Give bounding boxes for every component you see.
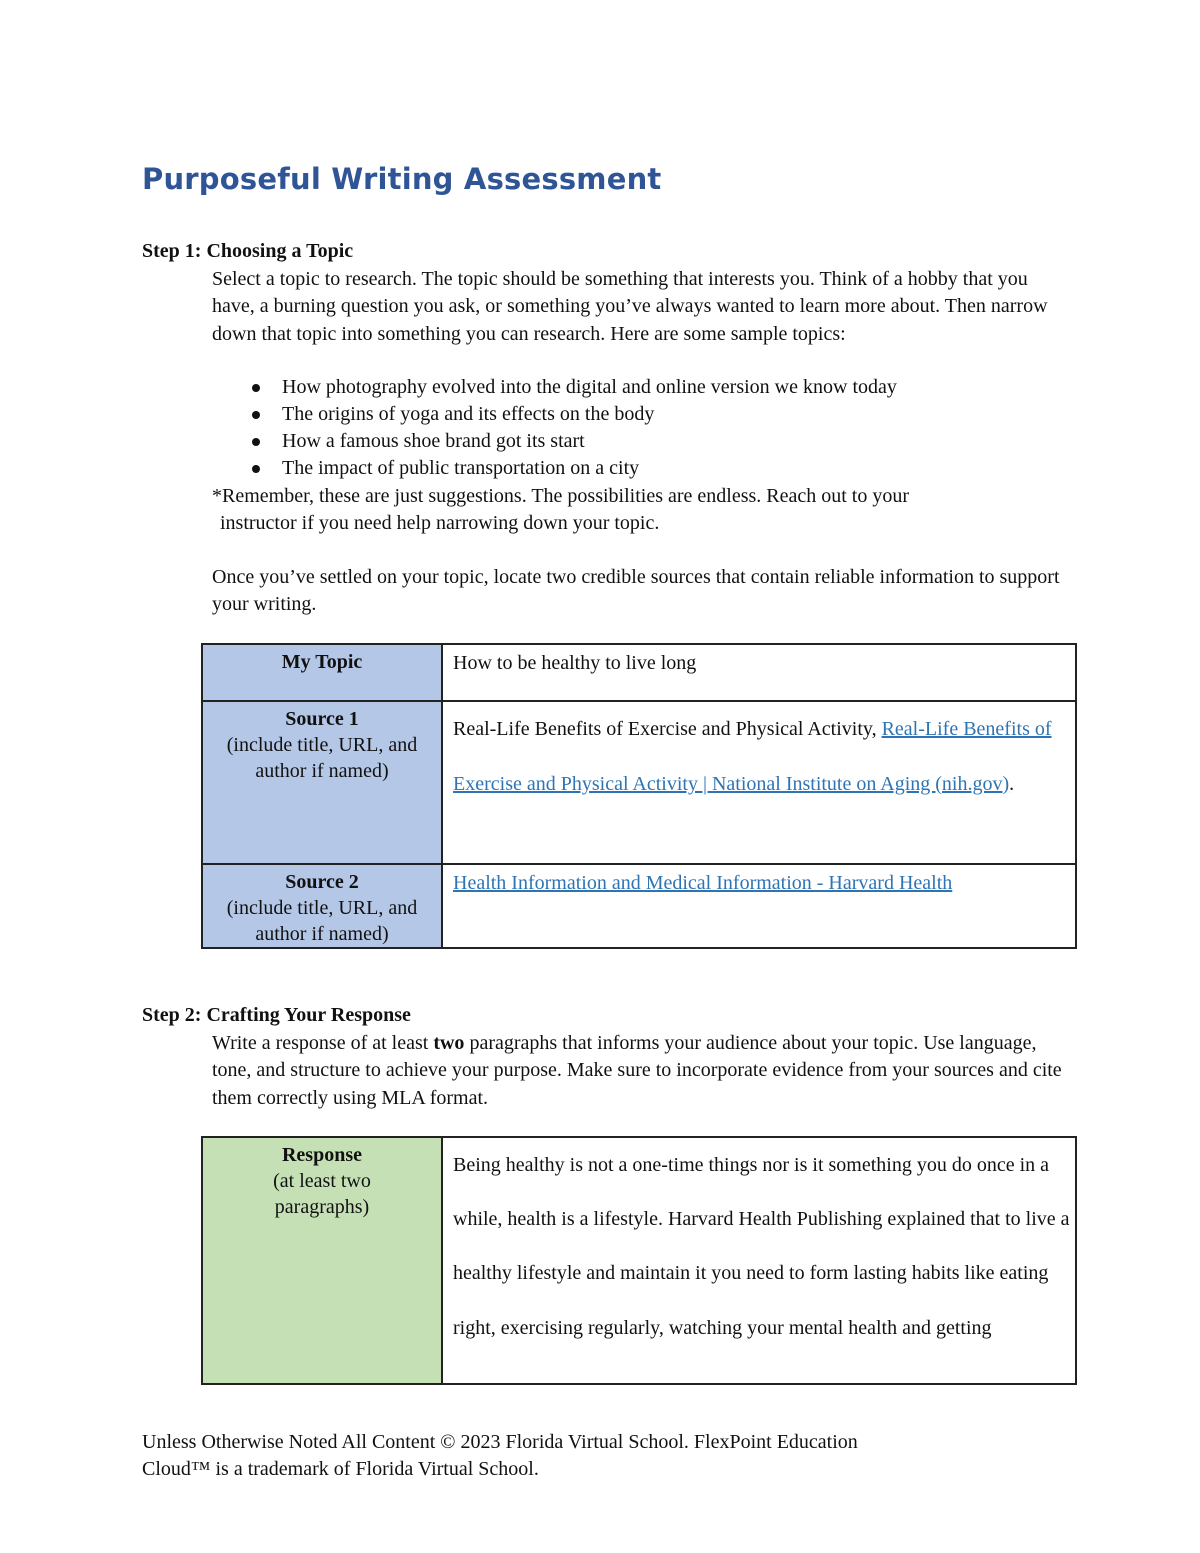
response-text[interactable]: Being healthy is not a one-time things nor is it something you do once in a while, health is a lifestyle. Harvard Health Publishing explained that to live a healthy lifestyle and maintain it you need to form lasting habits like eating right, exercising regularly, watching your mental health and getting — [453, 1154, 1070, 1339]
source1-link[interactable]: Real-Life Benefits of Exercise and Physical Activity | National Institute on Aging (nih.gov) — [453, 718, 1052, 795]
step1-intro: Select a topic to research. The topic should be something that interests you. Think of a hobby that you have, a burning question you ask, or something you’ve always wanted to learn more about. Then narrow down that topic into something you can research. Here are some sample topics: — [212, 268, 1048, 345]
source2-link[interactable]: Health Information and Medical Information - Harvard Health — [453, 872, 953, 894]
source1-label-cell: Source 1 (include title, URL, and author if named) — [202, 701, 442, 864]
source1-value-cell[interactable]: Real-Life Benefits of Exercise and Physical Activity, Real-Life Benefits of Exercise and Physical Activity | National Institute on Aging (nih.gov). — [442, 701, 1076, 864]
list-item: How a famous shoe brand got its start — [212, 428, 1072, 455]
step1-instructions: Once you’ve settled on your topic, locate two credible sources that contain reliable information to support your writing. — [212, 566, 1060, 616]
sample-topics-list — [212, 374, 1072, 482]
my-topic-value-cell[interactable]: How to be healthy to live long — [442, 644, 1076, 701]
topic-sources-table — [201, 643, 1077, 949]
bullet-icon — [252, 411, 260, 419]
response-label-cell: Response (at least two paragraphs) — [202, 1137, 442, 1384]
bullet-icon — [252, 384, 260, 392]
suggestion-note: *Remember, these are just suggestions. The possibilities are endless. Reach out to your instructor if you need help narrowing down your topic. — [212, 485, 910, 535]
step1-heading: Step 1: Choosing a Topic — [142, 240, 354, 262]
bullet-icon — [252, 438, 260, 446]
source2-label-cell: Source 2 (include title, URL, and author if named) — [202, 864, 442, 948]
response-value-cell[interactable] — [442, 1137, 1076, 1384]
table-row — [202, 644, 1076, 701]
source2-value-cell[interactable] — [442, 864, 1076, 948]
list-item: How photography evolved into the digital and online version we know today — [212, 374, 1072, 401]
list-item: The impact of public transportation on a city — [212, 455, 1072, 482]
table-row — [202, 1137, 1076, 1384]
table-row — [202, 864, 1076, 948]
bullet-icon — [252, 465, 260, 473]
step2-heading: Step 2: Crafting Your Response — [142, 1004, 411, 1026]
list-item: The origins of yoga and its effects on the body — [212, 401, 1072, 428]
copyright-footer: Unless Otherwise Noted All Content © 2023 Florida Virtual School. FlexPoint Education Cloud™ is a trademark of Florida Virtual School. — [142, 1431, 858, 1480]
step2-instructions: Write a response of at least two paragraphs that informs your audience about your topic. Use language, tone, and structure to achieve your purpose. Make sure to incorporate evidence from your sources and cite them correctly using MLA format. — [212, 1032, 1062, 1109]
my-topic-label-cell: My Topic — [202, 644, 442, 701]
page-title: Purposeful Writing Assessment — [142, 162, 662, 196]
table-row — [202, 701, 1076, 864]
response-table — [201, 1136, 1077, 1385]
